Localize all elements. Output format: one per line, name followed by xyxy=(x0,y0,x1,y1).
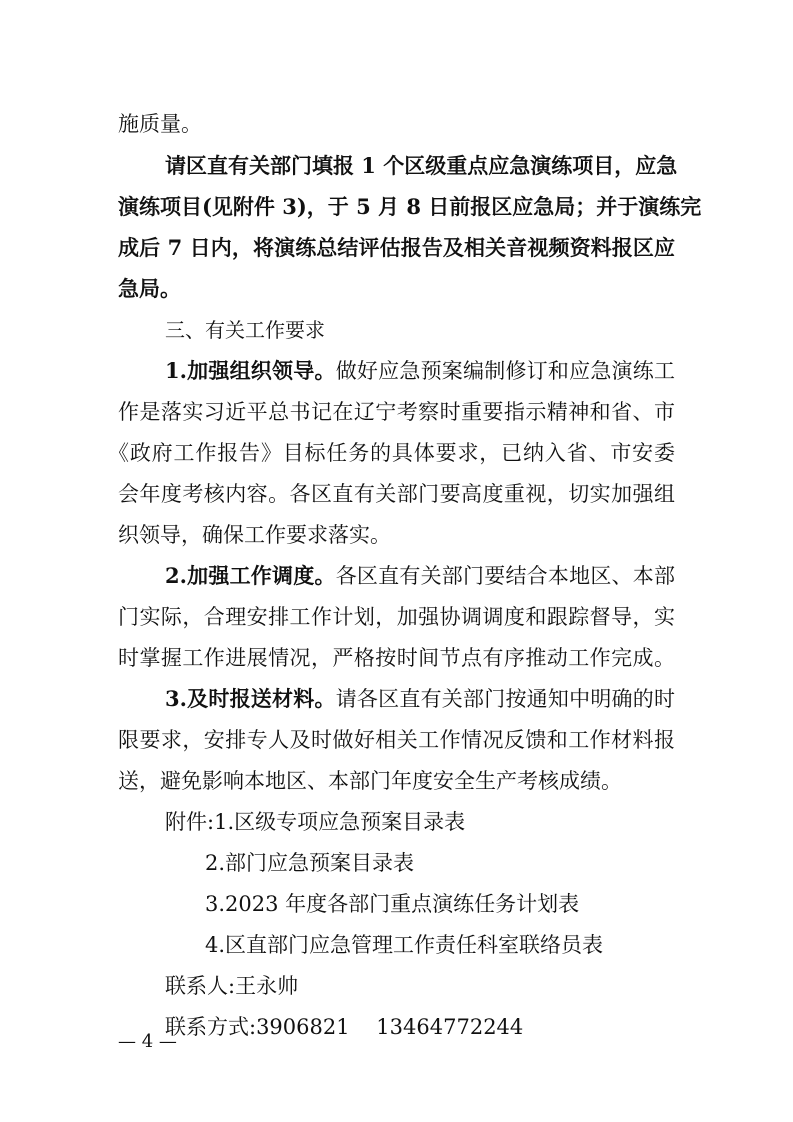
paragraph-line: 时掌握工作进展情况，严格按时间节点有序推动工作完成。 xyxy=(118,646,675,670)
requirement-2-first-line xyxy=(165,562,675,590)
paragraph-line: 门实际，合理安排工作计划，加强协调调度和跟踪督导，实 xyxy=(118,605,675,629)
requirement-3-text: 请各区直有关部门按通知中明确的时 xyxy=(335,687,675,711)
requirement-1-text: 做好应急预案编制修订和应急演练工 xyxy=(335,359,675,383)
paragraph-line: 演练项目(见附件 3)，于 5 月 8 日前报区应急局；并于演练完 xyxy=(118,194,702,219)
requirement-3-first-line xyxy=(165,685,675,713)
requirement-3-title: 3.及时报送材料。 xyxy=(165,686,336,711)
page-number: — 4 — xyxy=(118,1031,177,1052)
paragraph-line: 急局。 xyxy=(118,276,181,301)
paragraph-line: 限要求，安排专人及时做好相关工作情况反馈和工作材料报 xyxy=(118,728,675,752)
requirement-1-first-line xyxy=(165,357,675,385)
paragraph-line: 织领导，确保工作要求落实。 xyxy=(118,523,391,547)
requirement-2-text: 各区直有关部门要结合本地区、本部 xyxy=(335,564,675,588)
attachment-item: 1.区级专项应急预案目录表 xyxy=(214,810,466,834)
section-heading: 三、有关工作要求 xyxy=(165,318,325,342)
attachment-first-line xyxy=(165,808,465,836)
contact-person: 联系人:王永帅 xyxy=(165,974,299,998)
paragraph-line: 会年度考核内容。各区直有关部门要高度重视，切实加强组 xyxy=(118,482,675,506)
attachment-item: 4.区直部门应急管理工作责任科室联络员表 xyxy=(205,933,604,957)
attachment-item: 2.部门应急预案目录表 xyxy=(205,851,415,875)
paragraph-line: 请区直有关部门填报 1 个区级重点应急演练项目，应急 xyxy=(165,153,678,178)
attachments-label: 附件: xyxy=(165,810,215,834)
contact-method: 联系方式:3906821 13464772244 xyxy=(165,1015,524,1039)
paragraph-line: 送，避免影响本地区、本部门年度安全生产考核成绩。 xyxy=(118,769,622,793)
requirement-1-title: 1.加强组织领导。 xyxy=(165,358,336,383)
requirement-2-title: 2.加强工作调度。 xyxy=(165,563,336,588)
paragraph-continuation: 施质量。 xyxy=(118,112,202,136)
paragraph-line: 《政府工作报告》目标任务的具体要求，已纳入省、市安委 xyxy=(108,441,675,465)
paragraph-line: 作是落实习近平总书记在辽宁考察时重要指示精神和省、市 xyxy=(118,400,675,424)
paragraph-line: 成后 7 日内，将演练总结评估报告及相关音视频资料报区应 xyxy=(118,235,675,260)
attachment-item: 3.2023 年度各部门重点演练任务计划表 xyxy=(205,892,580,916)
